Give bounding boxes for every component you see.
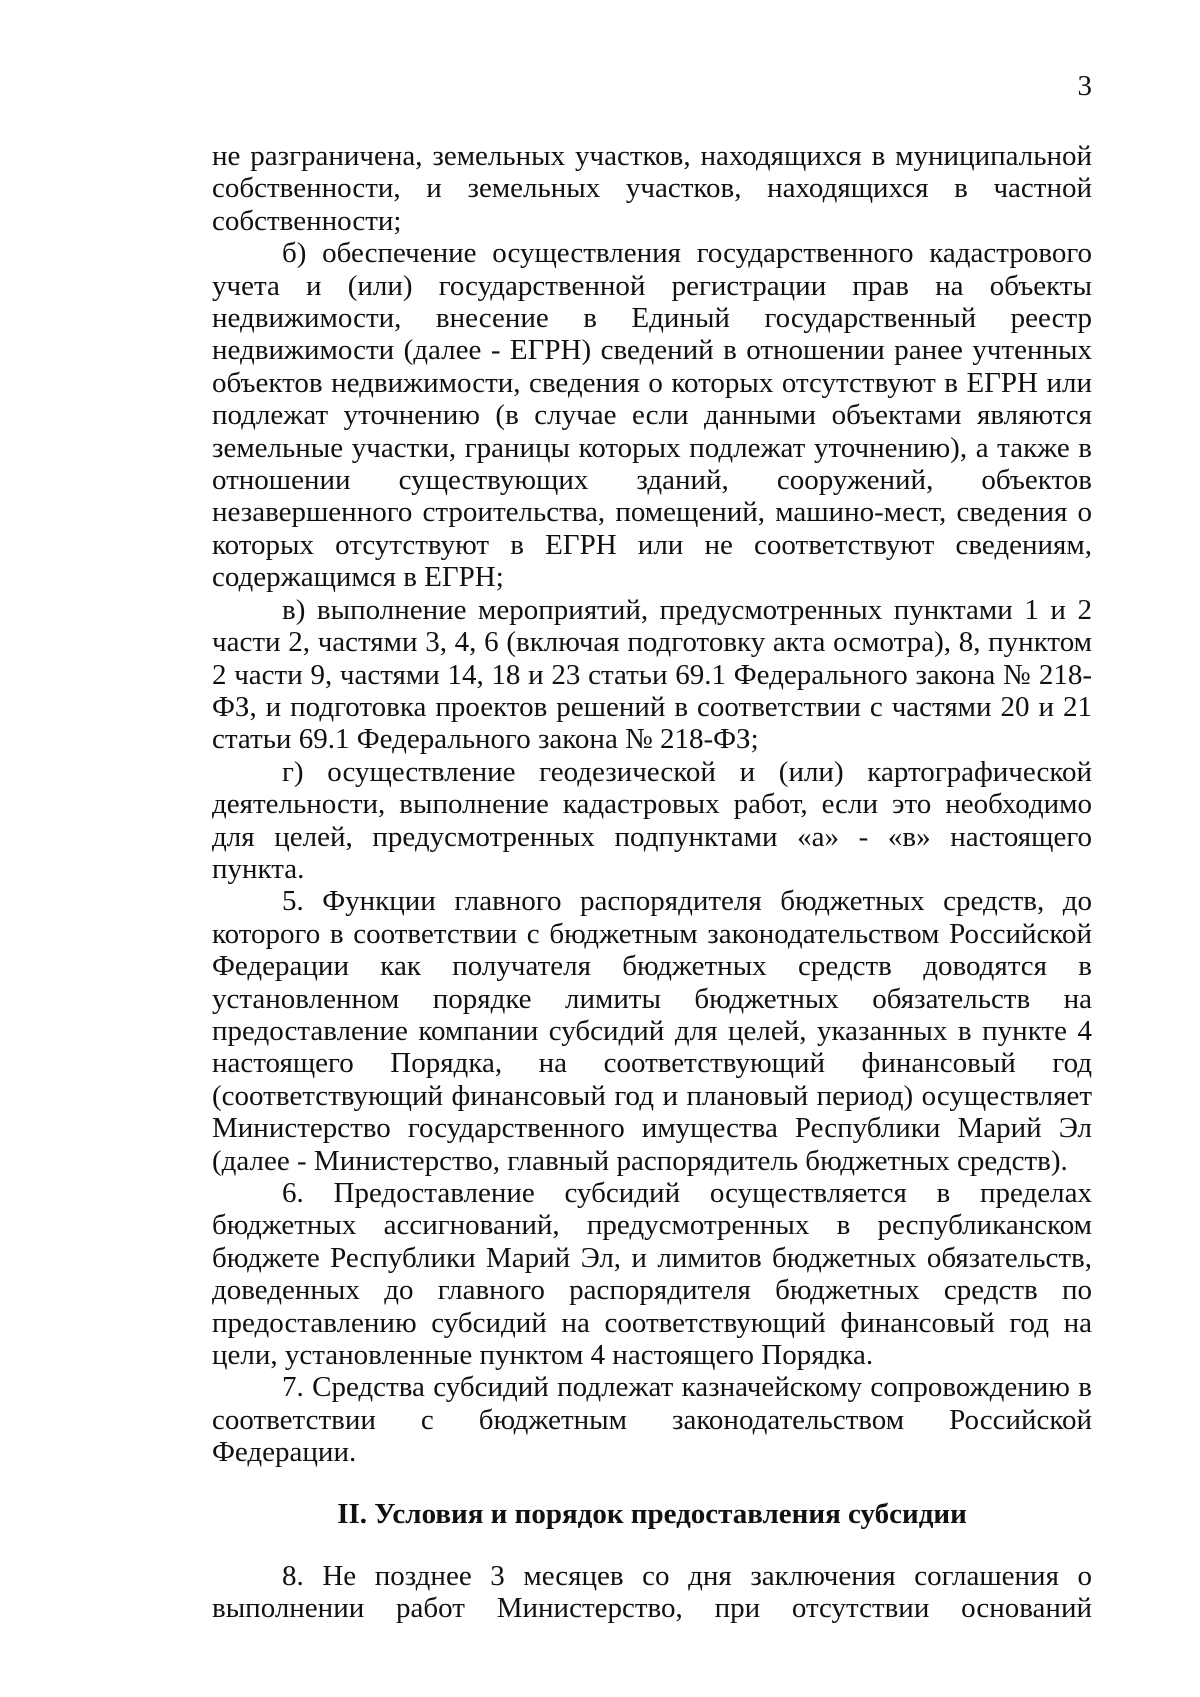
paragraph-clause-5: 5. Функции главного распорядителя бюджетных средств, до которого в соответствии с бюджетным законодательством Российской Федерации как получателя бюджетных средств доводятся в установленном порядке лимиты бюджетных обязательств на предоставление компании субсидий для целей, указанных в пункте 4 настоящего Порядка, на соответствующий финансовый год (соответствующий финансовый год и плановый период) осуществляет Министерство государственного имущества Республики Марий Эл (далее - Министерство, главный распорядитель бюджетных средств). <box>212 885 1092 1177</box>
document-body <box>212 140 1092 1625</box>
page-number: 3 <box>1077 70 1092 102</box>
paragraph-clause-8: 8. Не позднее 3 месяцев со дня заключения соглашения о выполнении работ Министерство, при отсутствии оснований <box>212 1560 1092 1625</box>
paragraph-continuation: не разграничена, земельных участков, находящихся в муниципальной собственности, и земельных участков, находящихся в частной собственности; <box>212 140 1092 237</box>
paragraph-item-g: г) осуществление геодезической и (или) картографической деятельности, выполнение кадастровых работ, если это необходимо для целей, предусмотренных подпунктами «а» - «в» настоящего пункта. <box>212 755 1092 885</box>
paragraph-item-v: в) выполнение мероприятий, предусмотренных пунктами 1 и 2 части 2, частями 3, 4, 6 (включая подготовку акта осмотра), 8, пунктом 2 части 9, частями 14, 18 и 23 статьи 69.1 Федерального закона № 218-ФЗ, и подготовка проектов решений в соответствии с частями 20 и 21 статьи 69.1 Федерального закона № 218-ФЗ; <box>212 593 1092 756</box>
paragraph-clause-7: 7. Средства субсидий подлежат казначейскому сопровождению в соответствии с бюджетным законодательством Российской Федерации. <box>212 1371 1092 1469</box>
paragraph-item-b: б) обеспечение осуществления государственного кадастрового учета и (или) государственной регистрации прав на объекты недвижимости, внесение в Единый государственный реестр недвижимости (далее - ЕГРН) сведений в отношении ранее учтенных объектов недвижимости, сведения о которых отсутствуют в ЕГРН или подлежат уточнению (в случае если данными объектами являются земельные участки, границы которых подлежат уточнению), а также в отношении существующих зданий, сооружений, объектов незавершенного строительства, помещений, машино-мест, сведения о которых отсутствуют в ЕГРН или не соответствуют сведениям, содержащимся в ЕГРН; <box>212 237 1092 594</box>
paragraph-clause-6: 6. Предоставление субсидий осуществляется в пределах бюджетных ассигнований, предусмотренных в республиканском бюджете Республики Марий Эл, и лимитов бюджетных обязательств, доведенных до главного распорядителя бюджетных средств по предоставлению субсидий на соответствующий финансовый год на цели, установленные пунктом 4 настоящего Порядка. <box>212 1177 1092 1372</box>
section-heading: II. Условия и порядок предоставления субсидии <box>337 1497 967 1530</box>
